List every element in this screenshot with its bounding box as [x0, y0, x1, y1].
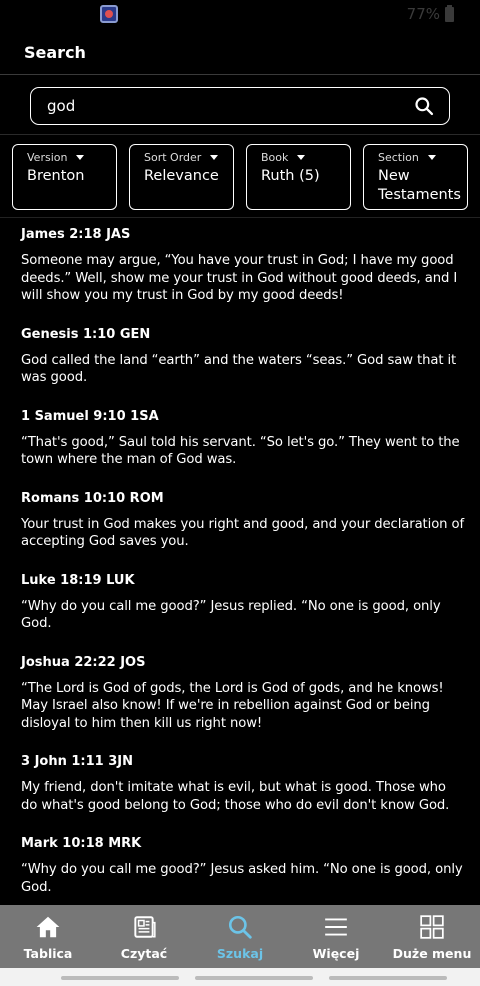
result-item[interactable]	[21, 832, 466, 896]
verse-reference: Joshua 22:22 JOS	[21, 654, 146, 670]
newspaper-icon	[131, 914, 157, 940]
nav-item-wiecej[interactable]	[288, 905, 384, 968]
bottom-navigation	[0, 905, 480, 968]
result-item[interactable]	[21, 323, 466, 387]
filter-book[interactable]	[246, 144, 351, 210]
verse-text: “Why do you call me good?” Jesus asked him. “No one is good, only God.	[21, 862, 463, 895]
page-title: Search	[24, 42, 86, 62]
verse-text: “The Lord is God of gods, the Lord is God of gods, and he knows! May Israel also know! If we're in rebellion against God or being disloyal to him then kill us right now!	[21, 680, 444, 731]
nav-item-szukaj[interactable]	[192, 905, 288, 968]
verse-reference: 3 John 1:11 3JN	[21, 754, 133, 769]
grid-icon	[419, 914, 445, 940]
nav-label: Szukaj	[216, 946, 264, 961]
filter-label-text: Sort Order	[144, 151, 202, 164]
filter-sort-order[interactable]	[129, 144, 234, 210]
filter-label	[144, 151, 219, 164]
verse-reference: Luke 18:19 LUK	[21, 572, 135, 588]
system-gesture-bar	[0, 968, 480, 986]
verse-reference: Mark 10:18 MRK	[21, 836, 142, 851]
verse-reference: James 2:18 JAS	[21, 227, 131, 242]
verse-reference: Romans 10:10 ROM	[21, 490, 164, 506]
filter-section[interactable]	[363, 144, 468, 210]
nav-label: Więcej	[312, 946, 360, 961]
app-header	[0, 30, 480, 74]
battery-percentage: 77%	[406, 5, 440, 23]
result-item[interactable]	[21, 405, 466, 469]
dropdown-caret-icon	[297, 155, 305, 160]
filter-label	[27, 151, 102, 164]
result-item[interactable]	[21, 651, 466, 733]
battery-icon	[445, 7, 454, 22]
home-icon	[35, 914, 61, 940]
filter-value: New Testaments	[378, 168, 461, 203]
nav-label: Czytać	[120, 946, 168, 961]
app-notification-icon	[100, 5, 118, 23]
filter-label-text: Section	[378, 151, 419, 164]
nav-item-czytac[interactable]	[96, 905, 192, 968]
verse-text: God called the land “earth” and the waters “seas.” God saw that it was good.	[21, 352, 457, 385]
result-item[interactable]	[21, 750, 466, 814]
filter-label	[261, 151, 336, 164]
search-divider	[0, 134, 480, 135]
verse-text: Someone may argue, “You have your trust in God; I have my good deeds.” Well, show me your trust in God without good deeds, and I will show you my trust in God by my good deeds!	[21, 253, 458, 303]
result-item[interactable]	[21, 569, 466, 633]
search-icon[interactable]	[414, 96, 434, 116]
verse-text: “That's good,” Saul told his servant. “So let's go.” They went to the town where the man of God was.	[21, 434, 460, 467]
filter-label	[378, 151, 453, 164]
gesture-pill[interactable]	[195, 976, 313, 980]
filter-value: Relevance	[144, 168, 219, 184]
nav-label: Duże menu	[392, 946, 472, 961]
filter-divider	[0, 217, 480, 218]
verse-text: My friend, don't imitate what is evil, but what is good. Those who do what's good belong to God; those who do evil don't know God.	[21, 780, 450, 813]
filter-bar	[12, 144, 468, 210]
nav-item-tablica[interactable]	[0, 905, 96, 968]
filter-label-text: Version	[27, 151, 68, 164]
menu-icon	[323, 914, 349, 940]
nav-label: Tablica	[23, 946, 73, 961]
gesture-pill[interactable]	[61, 976, 179, 980]
dropdown-caret-icon	[76, 155, 84, 160]
dropdown-caret-icon	[428, 155, 436, 160]
filter-label-text: Book	[261, 151, 289, 164]
status-bar	[0, 0, 480, 30]
search-box[interactable]	[30, 87, 450, 125]
result-item[interactable]	[21, 487, 466, 551]
gesture-pill[interactable]	[329, 976, 447, 980]
nav-item-duze-menu[interactable]	[384, 905, 480, 968]
search-icon	[227, 914, 253, 940]
filter-value: Brenton	[27, 168, 85, 184]
result-item[interactable]	[21, 223, 466, 305]
filter-version[interactable]	[12, 144, 117, 210]
filter-value: Ruth (5)	[261, 168, 320, 184]
header-divider	[0, 74, 480, 75]
verse-reference: Genesis 1:10 GEN	[21, 326, 151, 342]
verse-text: Your trust in God makes you right and good, and your declaration of accepting God saves you.	[21, 516, 465, 549]
verse-text: “Why do you call me good?” Jesus replied. “No one is good, only God.	[21, 598, 441, 631]
dropdown-caret-icon	[210, 155, 218, 160]
search-input[interactable]	[47, 97, 449, 115]
search-results	[21, 223, 466, 914]
verse-reference: 1 Samuel 9:10 1SA	[21, 408, 159, 424]
